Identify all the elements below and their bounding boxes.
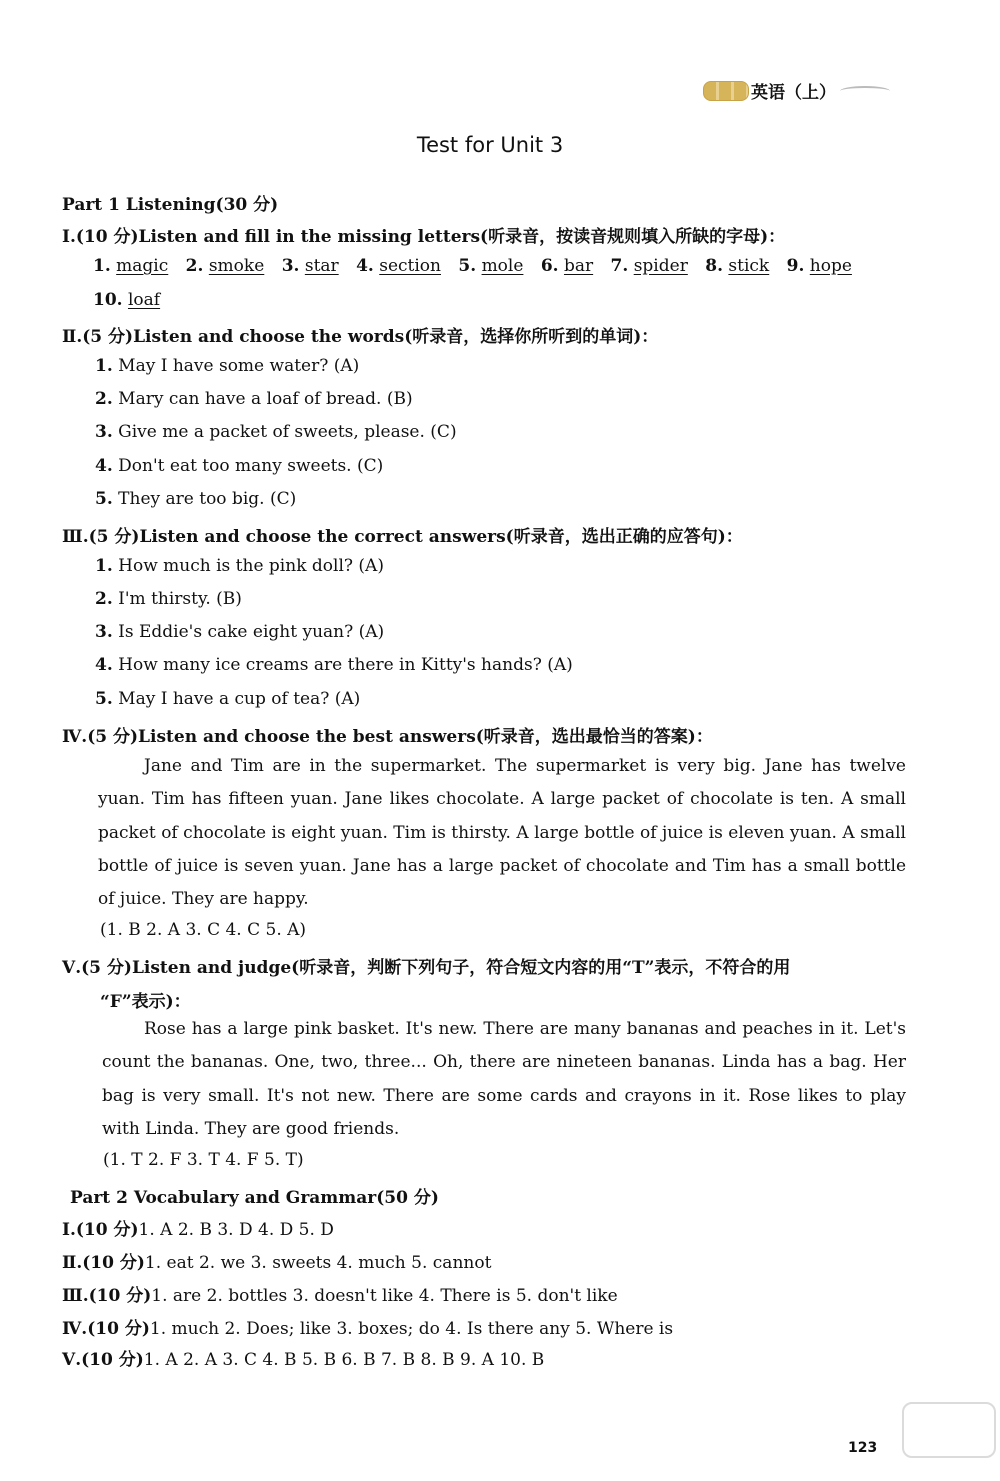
word: section	[379, 256, 441, 276]
word: magic	[116, 256, 169, 276]
row-answers: 1. A 2. A 3. C 4. B 5. B 6. B 7. B 8. B 9. A 10. B	[143, 1350, 545, 1370]
item-text: Give me a packet of sweets, please. (C)	[118, 422, 457, 442]
item-number: 7.	[610, 256, 629, 276]
item-number: 4.	[356, 256, 374, 276]
row-label: Ⅲ.(10 分)	[62, 1286, 152, 1306]
s5-heading: Ⅴ.(5 分)Listen and judge(听录音，判断下列句子，符合短文内容的用“T”表示，不符合的用	[62, 958, 791, 978]
s4-answers: (1. B 2. A 3. C 4. C 5. A)	[100, 920, 307, 940]
item-text: How much is the pink doll? (A)	[118, 556, 384, 576]
row-label: Ⅱ.(10 分)	[62, 1253, 145, 1273]
book-label: 英语（上）	[751, 83, 836, 103]
item-number: 6.	[540, 256, 559, 276]
item-number: 9.	[786, 256, 805, 276]
item-number: 1.	[95, 356, 113, 376]
list-item	[95, 356, 359, 376]
s1-items-row2	[93, 290, 160, 310]
answer-row	[62, 1345, 544, 1370]
s5-passage: Rose has a large pink basket. It's new. There are many bananas and peaches in it. Let's count the bananas. One, two, three... Oh, there are nineteen bananas. Linda has a bag. Her bag is very small. It's not new. There are some cards and crayons in it. Rose likes to play with Linda. They are good friends.	[102, 1019, 906, 1139]
s4-heading: Ⅳ.(5 分)Listen and choose the best answers(听录音，选出最恰当的答案)：	[62, 727, 713, 747]
row-answers: 1. A 2. B 3. D 4. D 5. D	[138, 1220, 334, 1240]
answer-row	[62, 1248, 491, 1273]
list-item	[95, 689, 360, 709]
list-item	[95, 556, 384, 576]
item-text: Don't eat too many sweets. (C)	[118, 456, 384, 476]
item-number: 1.	[95, 556, 113, 576]
row-label: Ⅳ.(10 分)	[62, 1319, 150, 1339]
row-label: Ⅰ.(10 分)	[62, 1220, 139, 1240]
word: mole	[481, 256, 524, 276]
word: smoke	[208, 256, 265, 276]
item-number: 4.	[95, 456, 113, 476]
list-item	[95, 389, 413, 409]
list-item	[95, 489, 296, 509]
item-text: They are too big. (C)	[118, 489, 297, 509]
item-number: 5.	[95, 689, 113, 709]
watermark	[900, 1402, 998, 1478]
s5-heading-cont: “F”表示)：	[100, 992, 191, 1012]
row-answers: 1. are 2. bottles 3. doesn't like 4. There is 5. don't like	[151, 1286, 618, 1306]
page-number: 123	[848, 1440, 878, 1456]
list-item	[95, 622, 384, 642]
list-item	[95, 422, 457, 442]
s1-heading: Ⅰ.(10 分)Listen and fill in the missing letters(听录音，按读音规则填入所缺的字母)：	[62, 227, 786, 247]
item-number: 10.	[93, 290, 123, 310]
item-text: How many ice creams are there in Kitty's hands? (A)	[118, 655, 573, 675]
answer-row	[62, 1281, 618, 1306]
part2-heading: Part 2 Vocabulary and Grammar(50 分)	[70, 1188, 439, 1208]
row-answers: 1. much 2. Does; like 3. boxes; do 4. Is there any 5. Where is	[149, 1319, 674, 1339]
item-number: 3.	[95, 622, 113, 642]
item-text: May I have a cup of tea? (A)	[118, 689, 361, 709]
word: bar	[563, 256, 594, 276]
s5-answers: (1. T 2. F 3. T 4. F 5. T)	[103, 1150, 304, 1170]
item-number: 2.	[185, 256, 204, 276]
s4-passage: Jane and Tim are in the supermarket. The supermarket is very big. Jane has twelve yuan. Tim has fifteen yuan. Jane likes chocolate. A large packet of chocolate is ten. A small packet of chocolate is eight yuan. Tim is thirsty. A large bottle of juice is eleven yuan. A small bottle of juice is seven yuan. Jane has a large packet of chocolate and Tim has a small bottle of juice. They are happy.	[98, 756, 906, 910]
item-text: May I have some water? (A)	[118, 356, 360, 376]
word: hope	[809, 256, 852, 276]
row-answers: 1. eat 2. we 3. sweets 4. much 5. cannot	[144, 1253, 492, 1273]
answer-row	[62, 1314, 673, 1339]
item-number: 5.	[95, 489, 113, 509]
item-number: 8.	[705, 256, 723, 276]
s1-items-row1	[93, 256, 852, 276]
list-item	[95, 589, 242, 609]
word: spider	[633, 256, 688, 276]
word: stick	[728, 256, 770, 276]
answer-row	[62, 1215, 334, 1240]
page-title: Test for Unit 3	[416, 133, 564, 157]
item-number: 4.	[95, 655, 113, 675]
item-number: 5.	[458, 256, 477, 276]
item-text: Mary can have a loaf of bread. (B)	[118, 389, 413, 409]
item-text: Is Eddie's cake eight yuan? (A)	[118, 622, 385, 642]
s2-heading: Ⅱ.(5 分)Listen and choose the words(听录音，选择你所听到的单词)：	[62, 327, 659, 347]
item-number: 1.	[93, 256, 111, 276]
word: loaf	[127, 290, 161, 310]
watermark-logo-icon	[902, 1402, 996, 1458]
book-header	[703, 78, 890, 103]
item-number: 2.	[95, 589, 113, 609]
item-text: I'm thirsty. (B)	[118, 589, 242, 609]
list-item	[95, 456, 383, 476]
part1-heading: Part 1 Listening(30 分)	[62, 195, 279, 215]
item-number: 2.	[95, 389, 113, 409]
s3-heading: Ⅲ.(5 分)Listen and choose the correct answers(听录音，选出正确的应答句)：	[62, 527, 743, 547]
item-number: 3.	[95, 422, 113, 442]
swoosh-icon	[840, 86, 890, 96]
row-label: Ⅴ.(10 分)	[62, 1350, 144, 1370]
word: star	[304, 256, 339, 276]
series-logo-icon	[703, 81, 749, 101]
list-item	[95, 655, 573, 675]
item-number: 3.	[281, 256, 300, 276]
